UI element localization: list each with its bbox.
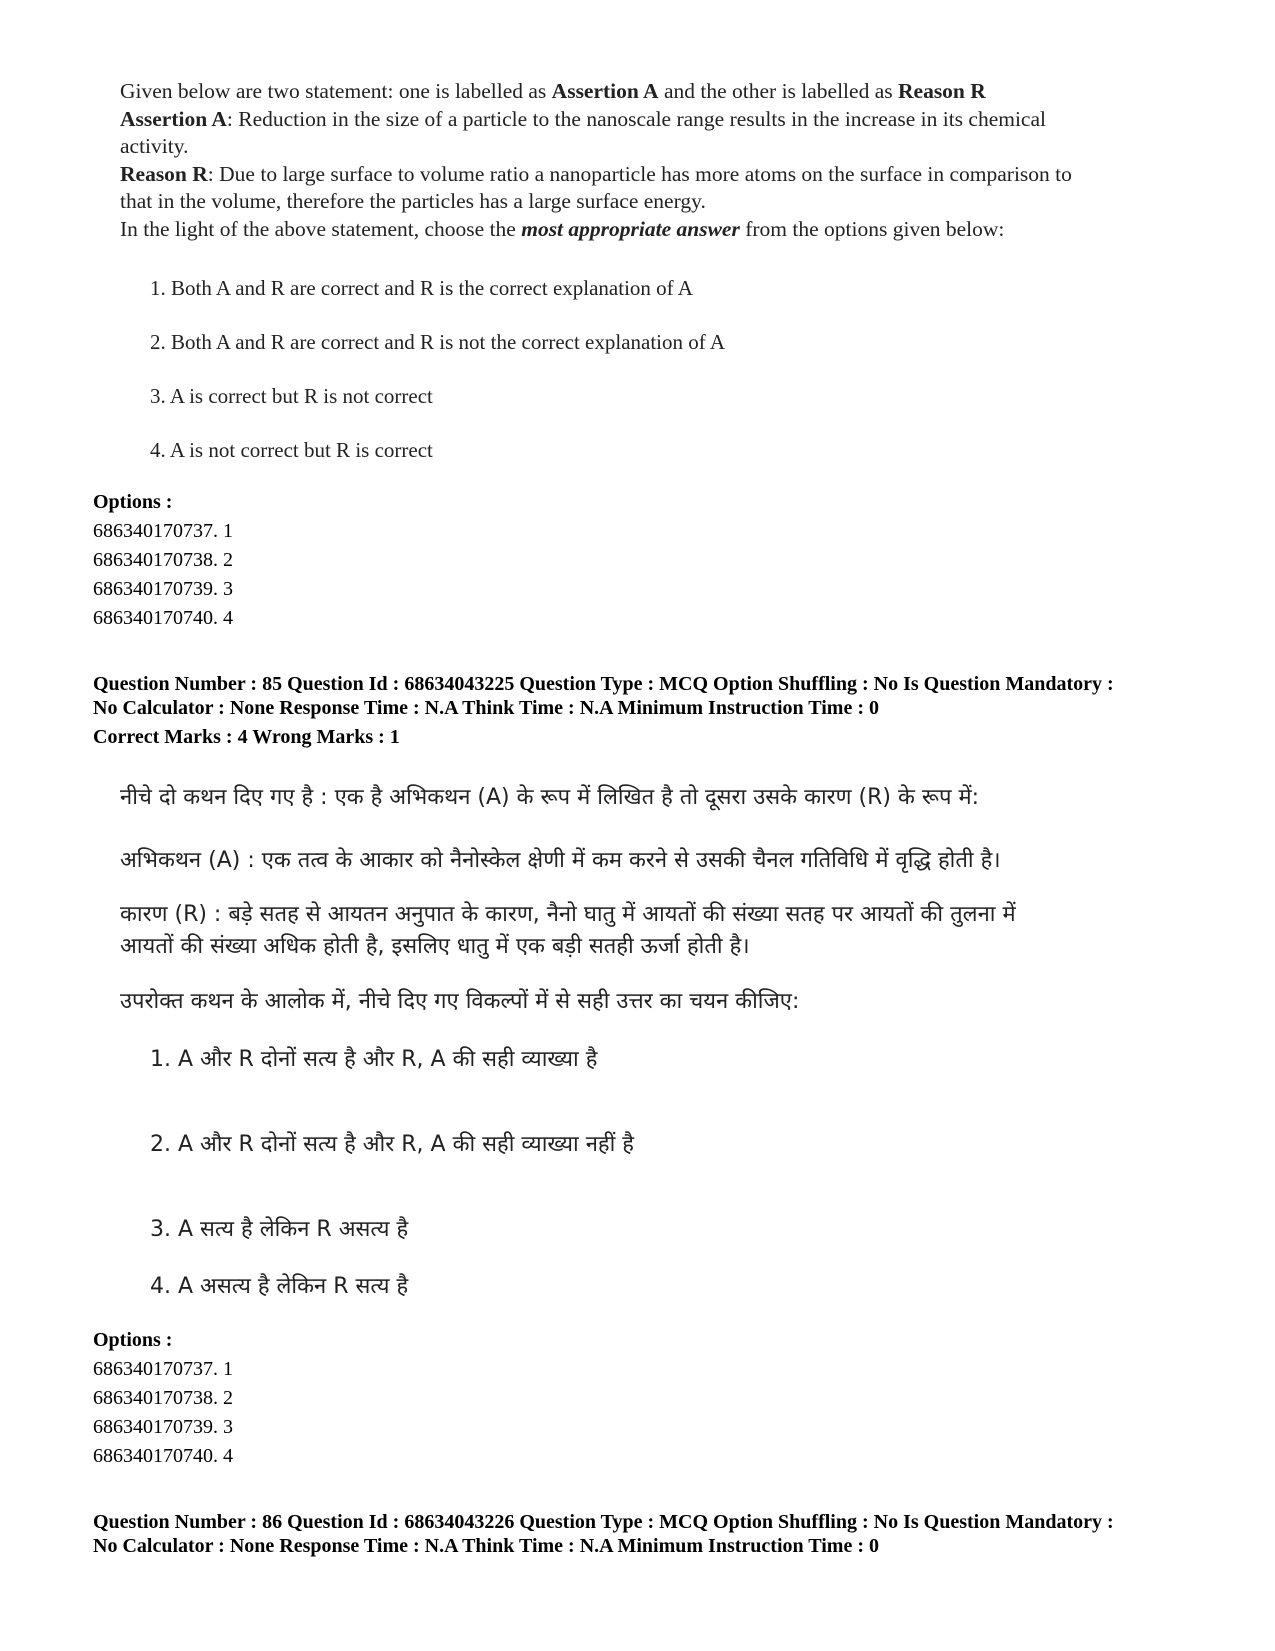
option-id: 686340170737. 1 bbox=[93, 1358, 233, 1380]
hindi-reason-line-2: आयतों की संख्या अधिक होती है, इसलिए धातु में एक बड़ी सतही ऊर्जा होती है। bbox=[120, 934, 750, 959]
question-84-statement bbox=[120, 78, 1200, 243]
hindi-reason bbox=[120, 899, 1016, 963]
assertion-line-cont: activity. bbox=[120, 134, 189, 158]
option-id: 686340170738. 2 bbox=[93, 549, 233, 571]
question-86-meta-line-1: Question Number : 86 Question Id : 68634043226 Question Type : MCQ Option Shuffling : No Is Question Mandatory : bbox=[93, 1511, 1114, 1533]
intro-line: Given below are two statement: one is labelled as Assertion A and the other is labelled as Reason R bbox=[120, 79, 986, 103]
options-label: Options : bbox=[93, 491, 173, 513]
option-id: 686340170738. 2 bbox=[93, 1387, 233, 1409]
question-85-meta-line-1: Question Number : 85 Question Id : 68634043225 Question Type : MCQ Option Shuffling : No Is Question Mandatory : bbox=[93, 673, 1114, 695]
choice-4: 4. A is not correct but R is correct bbox=[150, 438, 433, 462]
choice-3: 3. A is correct but R is not correct bbox=[150, 384, 433, 408]
reason-line: Reason R: Due to large surface to volume ratio a nanoparticle has more atoms on the surface in comparison to bbox=[120, 161, 1072, 186]
choice-1: 1. Both A and R are correct and R is the correct explanation of A bbox=[150, 276, 693, 300]
option-id: 686340170739. 3 bbox=[93, 578, 233, 600]
hindi-choice-2: 2. A और R दोनों सत्य है और R, A की सही व्याख्या नहीं है bbox=[150, 1132, 634, 1157]
hindi-choice-3: 3. A सत्य है लेकिन R असत्य है bbox=[150, 1217, 409, 1242]
question-85-marks: Correct Marks : 4 Wrong Marks : 1 bbox=[93, 726, 400, 748]
choice-2: 2. Both A and R are correct and R is not the correct explanation of A bbox=[150, 330, 726, 354]
question-86-meta-line-2: No Calculator : None Response Time : N.A Think Time : N.A Minimum Instruction Time : 0 bbox=[93, 1535, 879, 1557]
assertion-line: Assertion A: Reduction in the size of a particle to the nanoscale range results in the increase in its chemical bbox=[120, 106, 1046, 131]
hindi-prompt: उपरोक्त कथन के आलोक में, नीचे दिए गए विकल्पों में से सही उत्तर का चयन कीजिए: bbox=[120, 989, 800, 1014]
question-85-meta-line-2: No Calculator : None Response Time : N.A Think Time : N.A Minimum Instruction Time : 0 bbox=[93, 697, 879, 719]
hindi-choice-4: 4. A असत्य है लेकिन R सत्य है bbox=[150, 1274, 409, 1299]
reason-line-cont: that in the volume, therefore the particles has a large surface energy. bbox=[120, 189, 706, 213]
hindi-intro: नीचे दो कथन दिए गए है : एक है अभिकथन (A) के रूप में लिखित है तो दूसरा उसके कारण (R) के रूप में: bbox=[120, 785, 980, 810]
option-id: 686340170737. 1 bbox=[93, 520, 233, 542]
hindi-assertion: अभिकथन (A) : एक तत्व के आकार को नैनोस्केल क्षेणी में कम करने से उसकी चैनल गतिविधि में वृद्धि होती है। bbox=[120, 848, 1001, 873]
hindi-reason-line-1: कारण (R) : बड़े सतह से आयतन अनुपात के कारण, नैनो घातु में आयतों की संख्या सतह पर आयतों की तुलना में bbox=[120, 902, 1016, 927]
option-id: 686340170739. 3 bbox=[93, 1416, 233, 1438]
option-id: 686340170740. 4 bbox=[93, 1445, 233, 1467]
options-label: Options : bbox=[93, 1329, 173, 1351]
instruction-line: In the light of the above statement, choose the most appropriate answer from the options given below: bbox=[120, 216, 1005, 241]
hindi-choice-1: 1. A और R दोनों सत्य है और R, A की सही व्याख्या है bbox=[150, 1047, 598, 1072]
option-id: 686340170740. 4 bbox=[93, 607, 233, 629]
